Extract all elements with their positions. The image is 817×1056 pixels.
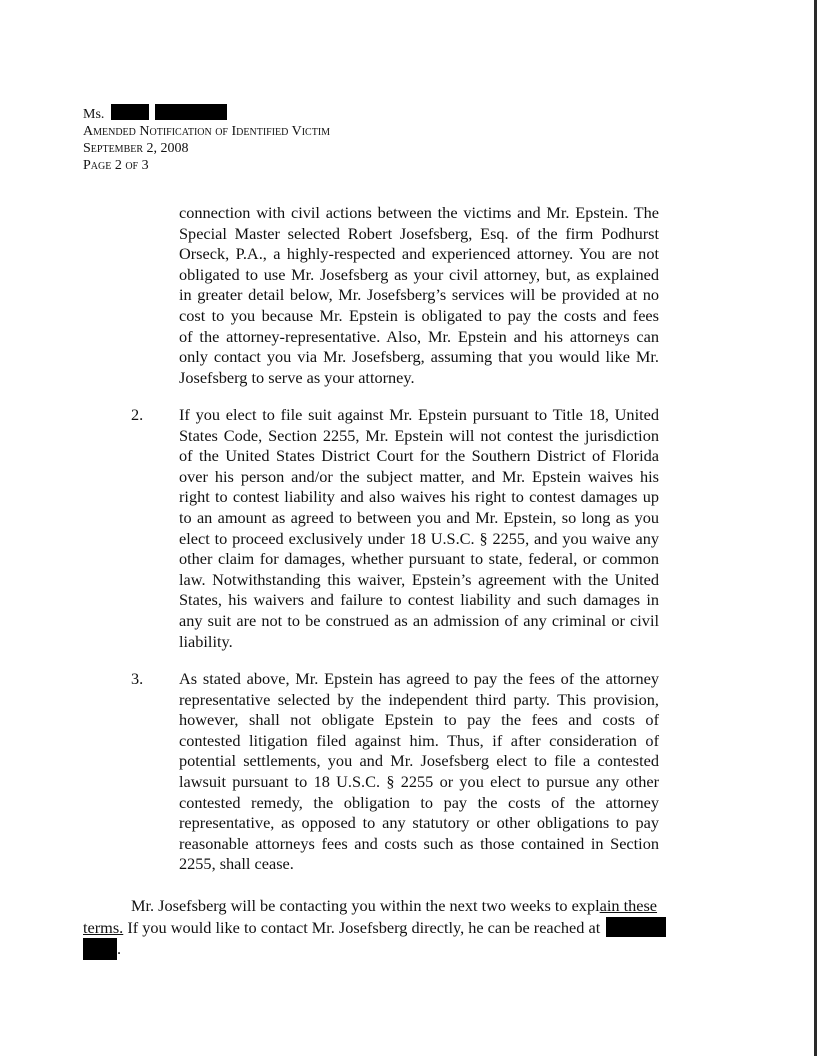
closing-period: . [117,939,122,959]
text-line: right to contest liability and also waives his right to contest damages up [179,487,659,507]
closing-line-3 [83,938,709,960]
text-line: over his person and/or the subject matter, and Mr. Epstein waives his [179,466,659,486]
text-line: any suit are not to be construed as an admission of any criminal or civil [179,610,659,630]
text-line: in greater detail below, Mr. Josefsberg’s services will be provided at no [179,285,659,305]
numbered-paragraph [179,669,659,875]
text-line: contested litigation filed against him. Thus, if after consideration of [179,730,659,750]
text-line: Special Master selected Robert Josefsberg, Esq. of the firm Podhurst [179,223,659,243]
text-line: 2255, shall cease. [179,854,294,874]
closing-text: If you would like to contact Mr. Josefsberg directly, he can be reached at [123,917,601,937]
text-line: representative, as opposed to any statutory or other obligations to pay [179,813,659,833]
text-line: Orseck, P.A., a highly-respected and experienced attorney. You are not [179,244,659,264]
redaction-box [155,104,227,120]
text-line: contested remedy, the obligation to pay the costs of the attorney [179,792,659,812]
text-line: lawsuit pursuant to 18 U.S.C. § 2255 or you elect to pursue any other [179,771,659,791]
text-line: As stated above, Mr. Epstein has agreed to pay the fees of the attorney [179,669,659,688]
text-line: however, shall not obligate Epstein to pay the fees and costs of [179,710,659,730]
text-line: representative selected by the independent third party. This provision, [179,689,659,709]
redaction-box [111,104,149,120]
redaction-box [606,917,666,937]
text-line: to an amount as agreed to between you and Mr. Epstein, so long as you [179,507,659,527]
underlined-text: ain these [599,896,658,915]
closing-paragraph [83,896,709,960]
text-line: of the attorney-representative. Also, Mr. Epstein and his attorneys can [179,326,659,346]
text-line: potential settlements, you and Mr. Josefsberg elect to file a contested [179,751,659,771]
text-line: Josefsberg to serve as your attorney. [179,367,415,387]
continuation-paragraph [179,203,659,388]
recipient-line [83,104,330,123]
redaction-box [83,938,117,960]
item-number: 3. [131,669,144,688]
text-line: States Code, Section 2255, Mr. Epstein will not contest the jurisdiction [179,425,659,445]
text-line: only contact you via Mr. Josefsberg, assuming that you would like Mr. [179,347,659,367]
document-title: Amended Notification of Identified Victim [83,124,331,139]
numbered-paragraph [179,405,659,652]
closing-text: Mr. Josefsberg will be contacting you within the next two weeks to expl [131,896,600,915]
closing-line-2 [83,917,709,939]
text-line: law. Notwithstanding this waiver, Epstein’s agreement with the United [179,569,659,589]
text-line: cost to you because Mr. Epstein is obligated to pay the costs and fees [179,305,659,325]
underlined-text: terms. [83,917,124,937]
text-line: reasonable attorneys fees and costs such as those contained in Section [179,833,659,853]
letter-header [83,104,330,174]
document-date: September 2, 2008 [83,141,189,156]
page-number: Page 2 of 3 [83,158,149,173]
text-line: connection with civil actions between the victims and Mr. Epstein. The [179,203,659,222]
item-number: 2. [131,405,144,424]
text-line: of the United States District Court for the Southern District of Florida [179,446,659,466]
salutation: Ms. [83,107,105,122]
text-line: other claim for damages, whether pursuant to state, federal, or common [179,549,659,569]
text-line: elect to proceed exclusively under 18 U.S.C. § 2255, and you waive any [179,528,659,548]
text-line: obligated to use Mr. Josefsberg as your civil attorney, but, as explained [179,264,659,284]
text-line: If you elect to file suit against Mr. Epstein pursuant to Title 18, United [179,405,659,424]
closing-line-1 [83,896,709,917]
text-line: States, his waivers and failure to contest liability and such damages in [179,590,659,610]
text-line: liability. [179,631,233,651]
